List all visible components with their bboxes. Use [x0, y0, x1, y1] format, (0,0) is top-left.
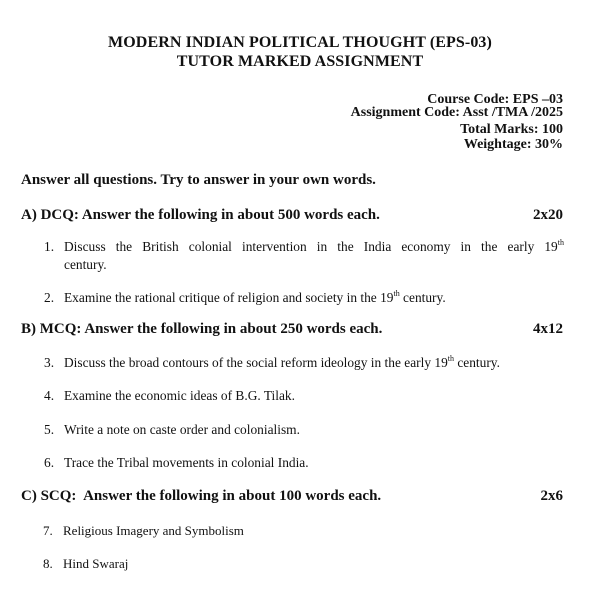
- question-number: 7.: [43, 523, 53, 538]
- question-text: Examine the economic ideas of B.G. Tilak.: [64, 388, 295, 403]
- section-marks: 2x6: [540, 488, 563, 504]
- question-number: 6.: [44, 455, 55, 470]
- question-text: Discuss the British colonial intervention in the India economy in the early 19th: [64, 237, 564, 254]
- section-marks: 2x20: [533, 207, 563, 223]
- question-text-continuation: century.: [64, 257, 107, 272]
- question-number: 2.: [44, 290, 55, 305]
- question-number: 4.: [44, 388, 55, 403]
- question-number: 5.: [44, 422, 55, 437]
- section-title: A) DCQ: Answer the following in about 500 words each.: [21, 207, 380, 223]
- question-number: 3.: [44, 355, 55, 370]
- question-number: 1.: [44, 239, 55, 254]
- course-code: Course Code: EPS –03: [427, 92, 563, 107]
- question-text: Trace the Tribal movements in colonial India.: [64, 455, 309, 470]
- weightage: Weightage: 30%: [463, 137, 563, 152]
- assignment-code: Assignment Code: Asst /TMA /2025: [350, 105, 563, 120]
- question-text: Write a note on caste order and colonialism.: [64, 422, 300, 437]
- question-text: Examine the rational critique of religion and society in the 19th century.: [64, 288, 446, 305]
- total-marks: Total Marks: 100: [460, 122, 563, 137]
- question-text: Hind Swaraj: [63, 556, 129, 571]
- section-title: C) SCQ: Answer the following in about 100 words each.: [21, 488, 382, 504]
- document-title: MODERN INDIAN POLITICAL THOUGHT (EPS-03): [108, 34, 492, 51]
- document-subtitle: TUTOR MARKED ASSIGNMENT: [176, 53, 424, 70]
- question-text: Religious Imagery and Symbolism: [63, 523, 244, 538]
- section-marks: 4x12: [533, 321, 563, 337]
- instructions: Answer all questions. Try to answer in your own words.: [21, 172, 376, 188]
- question-number: 8.: [43, 556, 53, 571]
- section-title: B) MCQ: Answer the following in about 250 words each.: [21, 321, 383, 337]
- question-text: Discuss the broad contours of the social reform ideology in the early 19th century.: [64, 353, 500, 370]
